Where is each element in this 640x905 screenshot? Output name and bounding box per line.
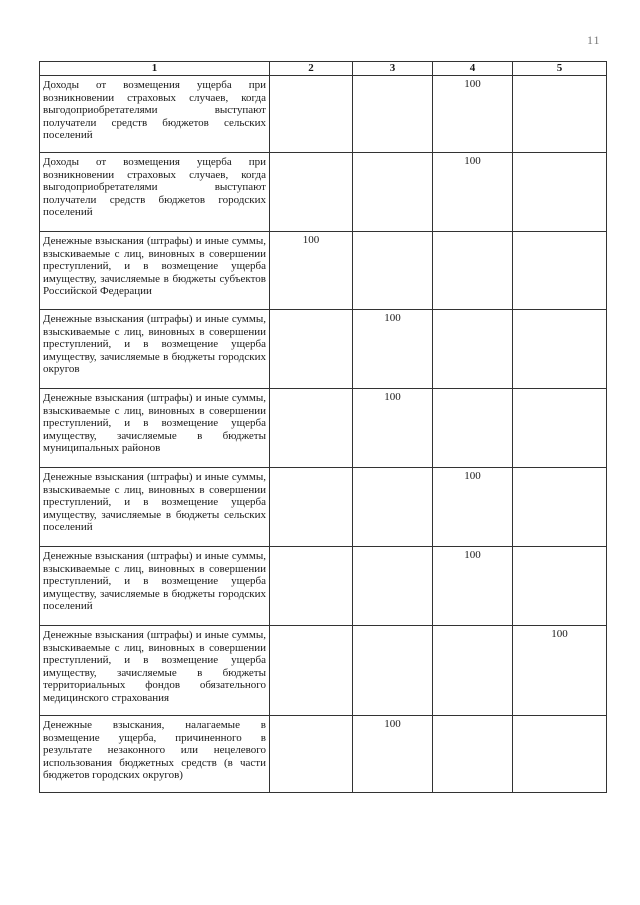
percent-value — [270, 389, 352, 391]
value-cell — [513, 310, 607, 389]
row-description: Денежные взыскания (штрафы) и иные суммы, взыскиваемые с лиц, виновных в совершении преступлений, и в возмещение ущерба имуществу, зачисляемые в бюджеты городских поселений — [43, 550, 266, 612]
value-cell — [513, 76, 607, 153]
percent-value — [513, 389, 606, 391]
percent-value — [353, 547, 432, 549]
value-cell — [433, 76, 513, 153]
description-cell — [40, 626, 270, 716]
row-description: Доходы от возмещения ущерба при возникновении страховых случаев, когда выгодоприобретателями выступают получатели средств бюджетов городских поселений — [43, 156, 266, 218]
value-cell — [513, 716, 607, 793]
table-row — [40, 153, 607, 232]
value-cell — [270, 547, 353, 626]
value-cell — [270, 716, 353, 793]
percent-value — [513, 153, 606, 155]
percent-value: 100 — [384, 312, 401, 324]
table-row — [40, 468, 607, 547]
value-cell — [353, 76, 433, 153]
percent-value — [353, 153, 432, 155]
value-cell — [270, 626, 353, 716]
page-number: 11 — [587, 33, 601, 47]
percent-value — [353, 76, 432, 78]
percent-value — [353, 468, 432, 470]
percent-value — [270, 716, 352, 718]
table-row — [40, 547, 607, 626]
value-cell — [433, 153, 513, 232]
description-cell — [40, 232, 270, 310]
value-cell — [433, 626, 513, 716]
percent-value — [270, 547, 352, 549]
revenue-distribution-table — [39, 61, 607, 793]
column-header: 3 — [353, 62, 433, 76]
value-cell — [513, 626, 607, 716]
row-description: Денежные взыскания (штрафы) и иные суммы, взыскиваемые с лиц, виновных в совершении преступлений, и в возмещение ущерба имуществу, зачисляемые в бюджеты муниципальных районов — [43, 392, 266, 454]
table-row — [40, 310, 607, 389]
percent-value — [513, 76, 606, 78]
percent-value — [433, 232, 512, 234]
value-cell — [433, 310, 513, 389]
value-cell — [353, 716, 433, 793]
percent-value: 100 — [464, 155, 481, 167]
percent-value — [270, 310, 352, 312]
value-cell — [513, 389, 607, 468]
percent-value — [353, 626, 432, 628]
value-cell — [270, 310, 353, 389]
value-cell — [353, 468, 433, 547]
value-cell — [270, 389, 353, 468]
percent-value: 100 — [464, 78, 481, 90]
value-cell — [433, 389, 513, 468]
column-header: 2 — [270, 62, 353, 76]
value-cell — [513, 153, 607, 232]
value-cell — [513, 232, 607, 310]
value-cell — [433, 468, 513, 547]
value-cell — [353, 389, 433, 468]
percent-value: 100 — [384, 391, 401, 403]
row-description: Доходы от возмещения ущерба при возникновении страховых случаев, когда выгодоприобретателями выступают получатели средств бюджетов сельских поселений — [43, 79, 266, 141]
column-header: 4 — [433, 62, 513, 76]
percent-value — [513, 232, 606, 234]
value-cell — [353, 547, 433, 626]
percent-value — [270, 626, 352, 628]
row-description: Денежные взыскания (штрафы) и иные суммы, взыскиваемые с лиц, виновных в совершении преступлений, и в возмещение ущерба имуществу, зачисляемые в бюджеты городских округов — [43, 313, 266, 375]
description-cell — [40, 468, 270, 547]
percent-value — [353, 232, 432, 234]
description-cell — [40, 153, 270, 232]
value-cell — [270, 76, 353, 153]
percent-value — [433, 626, 512, 628]
description-cell — [40, 716, 270, 793]
percent-value — [433, 310, 512, 312]
description-cell — [40, 389, 270, 468]
description-cell — [40, 76, 270, 153]
value-cell — [433, 716, 513, 793]
value-cell — [270, 468, 353, 547]
percent-value: 100 — [384, 718, 401, 730]
value-cell — [270, 153, 353, 232]
percent-value — [513, 716, 606, 718]
value-cell — [433, 232, 513, 310]
row-description: Денежные взыскания (штрафы) и иные суммы, взыскиваемые с лиц, виновных в совершении преступлений, и в возмещение ущерба имуществу, зачисляемые в бюджеты территориальных фондов обязательного медицинского страхования — [43, 629, 266, 704]
percent-value — [513, 547, 606, 549]
table-row — [40, 232, 607, 310]
value-cell — [513, 547, 607, 626]
value-cell — [353, 310, 433, 389]
percent-value: 100 — [302, 234, 320, 246]
percent-value — [513, 468, 606, 470]
percent-value — [270, 153, 352, 155]
description-cell — [40, 310, 270, 389]
table-header-row — [40, 62, 607, 76]
row-description: Денежные взыскания (штрафы) и иные суммы, взыскиваемые с лиц, виновных в совершении преступлений, и в возмещение ущерба имуществу, зачисляемые в бюджеты сельских поселений — [43, 471, 266, 533]
value-cell — [433, 547, 513, 626]
value-cell — [270, 232, 353, 310]
percent-value: 100 — [464, 549, 481, 561]
table-row — [40, 389, 607, 468]
column-header: 5 — [513, 62, 607, 76]
percent-value — [433, 389, 512, 391]
percent-value — [513, 310, 606, 312]
percent-value: 100 — [551, 628, 568, 640]
row-description: Денежные взыскания, налагаемые в возмещение ущерба, причиненного в результате незаконного или нецелевого использования бюджетных средств (в части бюджетов городских округов) — [43, 719, 266, 781]
column-header: 1 — [40, 62, 270, 76]
percent-value — [270, 76, 352, 78]
percent-value — [433, 716, 512, 718]
table-row — [40, 76, 607, 153]
percent-value: 100 — [464, 470, 481, 482]
value-cell — [353, 153, 433, 232]
table-row — [40, 716, 607, 793]
value-cell — [353, 232, 433, 310]
percent-value — [270, 468, 352, 470]
value-cell — [353, 626, 433, 716]
table-row — [40, 626, 607, 716]
value-cell — [513, 468, 607, 547]
description-cell — [40, 547, 270, 626]
row-description: Денежные взыскания (штрафы) и иные суммы, взыскиваемые с лиц, виновных в совершении преступлений, и в возмещение ущерба имуществу, зачисляемые в бюджеты субъектов Российской Федерации — [43, 235, 266, 297]
